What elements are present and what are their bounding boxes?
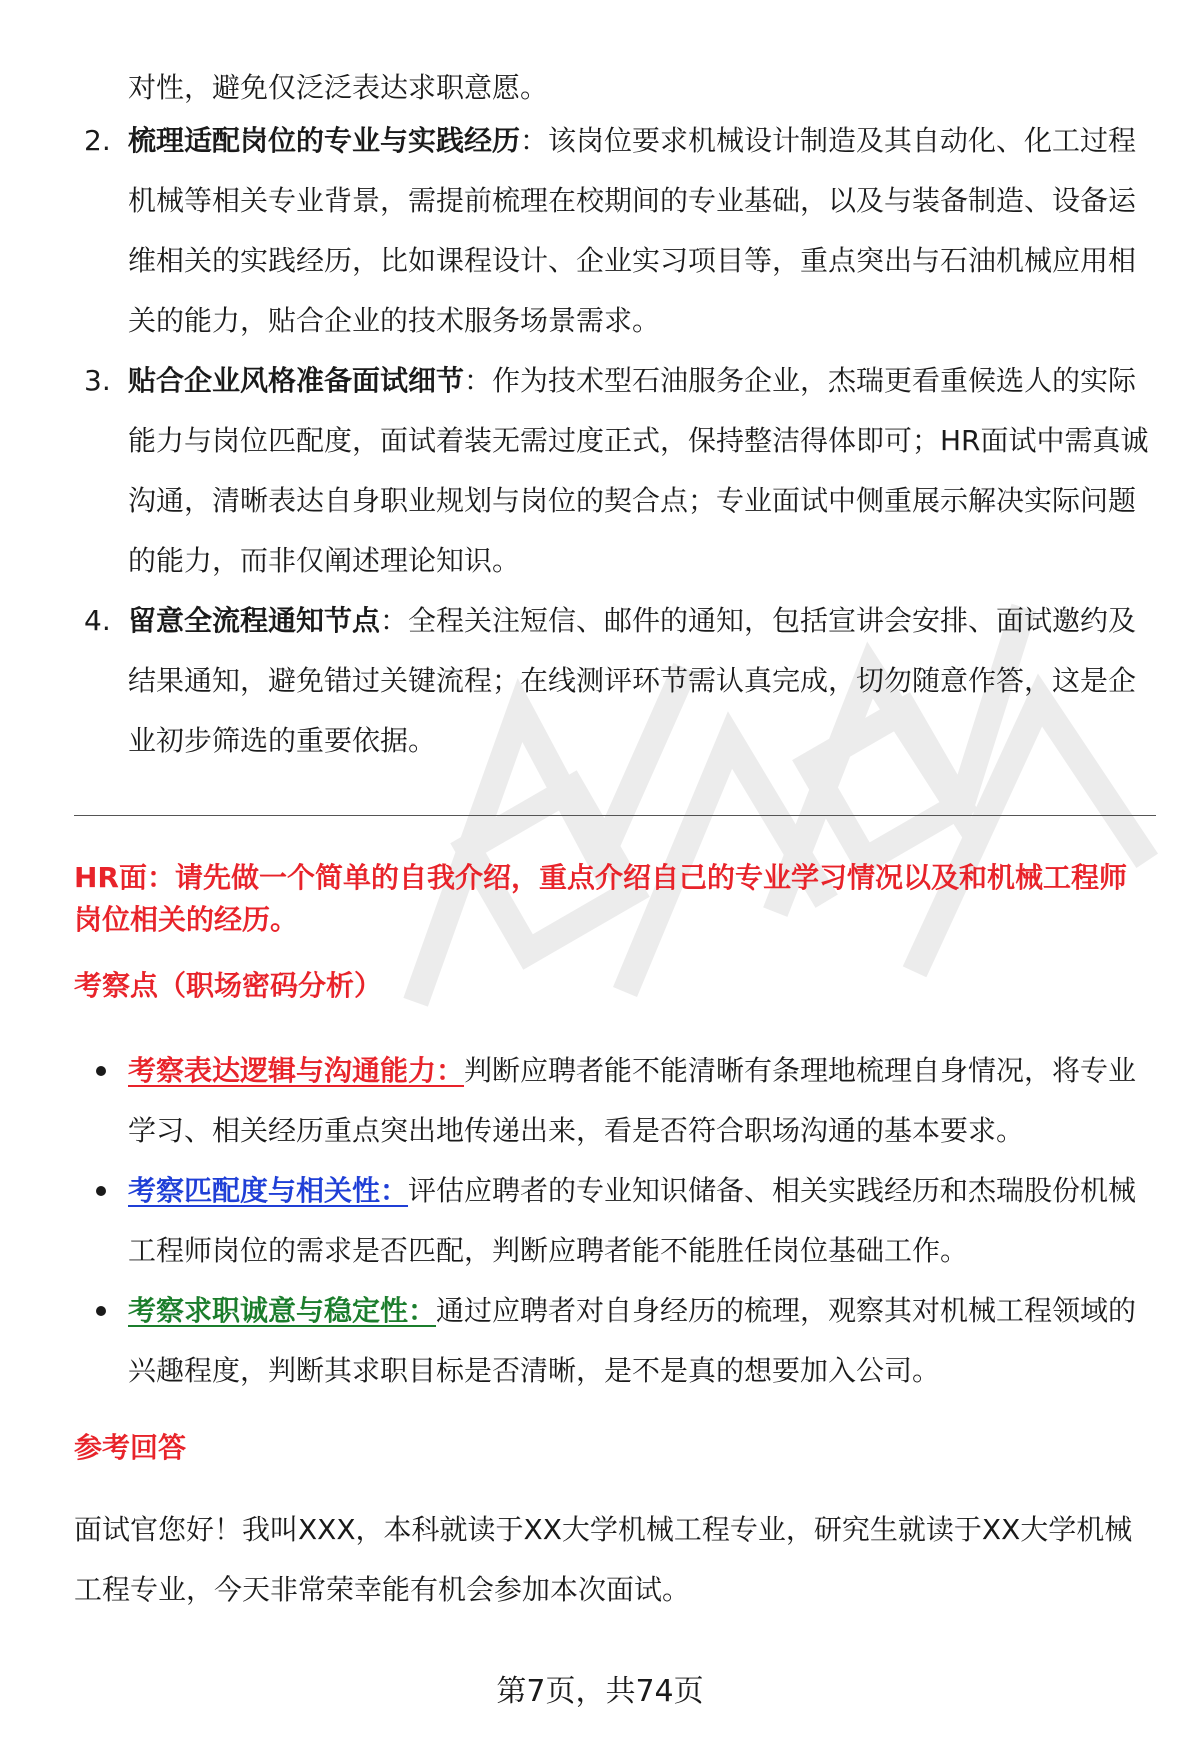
point-key: 考察匹配度与相关性： — [128, 1174, 409, 1207]
analysis-point — [0, 1041, 1200, 1161]
analysis-title: 考察点（职场密码分析） — [74, 969, 383, 1002]
answer-title: 参考回答 — [74, 1431, 187, 1464]
analysis-point — [0, 1281, 1200, 1401]
point-text: 评估应聘者的专业知识储备、相关实践经历和杰瑞股份机械工程师岗位的需求是否匹配，判断应聘者能不能胜任岗位基础工作。 — [128, 1174, 1137, 1267]
tip-title: 梳理适配岗位的专业与实践经历 — [128, 124, 521, 157]
tips-list — [0, 111, 1200, 771]
intro-continuation: 对性，避免仅泛泛表达求职意愿。 — [128, 71, 549, 104]
tip-text: ：该岗位要求机械设计制造及其自动化、化工过程机械等相关专业背景，需提前梳理在校期间的专业基础，以及与装备制造、设备运维相关的实践经历，比如课程设计、企业实习项目等，重点突出与石油机械应用相关的能力，贴合企业的技术服务场景需求。 — [128, 124, 1137, 337]
point-key: 考察求职诚意与稳定性： — [128, 1294, 437, 1327]
page-footer: 第7页，共74页 — [496, 1674, 704, 1709]
tip-number: 4. — [84, 604, 111, 637]
point-text: 判断应聘者能不能清晰有条理地梳理自身情况，将专业学习、相关经历重点突出地传递出来，看是否符合职场沟通的基本要求。 — [128, 1054, 1137, 1147]
analysis-points — [0, 1041, 1200, 1401]
tip-number: 3. — [84, 364, 111, 397]
tip-item — [0, 111, 1200, 351]
tip-item — [0, 351, 1200, 591]
tip-item — [0, 591, 1200, 771]
tip-title: 贴合企业风格准备面试细节 — [128, 364, 465, 397]
point-key: 考察表达逻辑与沟通能力： — [128, 1054, 465, 1087]
bullet-dot-icon — [96, 1186, 106, 1196]
tip-text: ：全程关注短信、邮件的通知，包括宣讲会安排、面试邀约及结果通知，避免错过关键流程；在线测评环节需认真完成，切勿随意作答，这是企业初步筛选的重要依据。 — [128, 604, 1137, 757]
tip-text: ：作为技术型石油服务企业，杰瑞更看重候选人的实际能力与岗位匹配度，面试着装无需过度正式，保持整洁得体即可；HR面试中需真诚沟通，清晰表达自身职业规划与岗位的契合点；专业面试中侧重展示解决实际问题的能力，而非仅阐述理论知识。 — [128, 364, 1149, 577]
tip-title: 留意全流程通知节点 — [128, 604, 381, 637]
section-divider — [74, 815, 1156, 816]
tip-number: 2. — [84, 124, 111, 157]
analysis-point — [0, 1161, 1200, 1281]
answer-text: 面试官您好！我叫XXX，本科就读于XX大学机械工程专业，研究生就读于XX大学机械工程专业，今天非常荣幸能有机会参加本次面试。 — [74, 1513, 1133, 1606]
bullet-dot-icon — [96, 1066, 106, 1076]
hr-question: HR面：请先做一个简单的自我介绍，重点介绍自己的专业学习情况以及和机械工程师岗位相关的经历。 — [74, 861, 1127, 936]
bullet-dot-icon — [96, 1306, 106, 1316]
point-text: 通过应聘者对自身经历的梳理，观察其对机械工程领域的兴趣程度，判断其求职目标是否清晰，是不是真的想要加入公司。 — [128, 1294, 1137, 1387]
